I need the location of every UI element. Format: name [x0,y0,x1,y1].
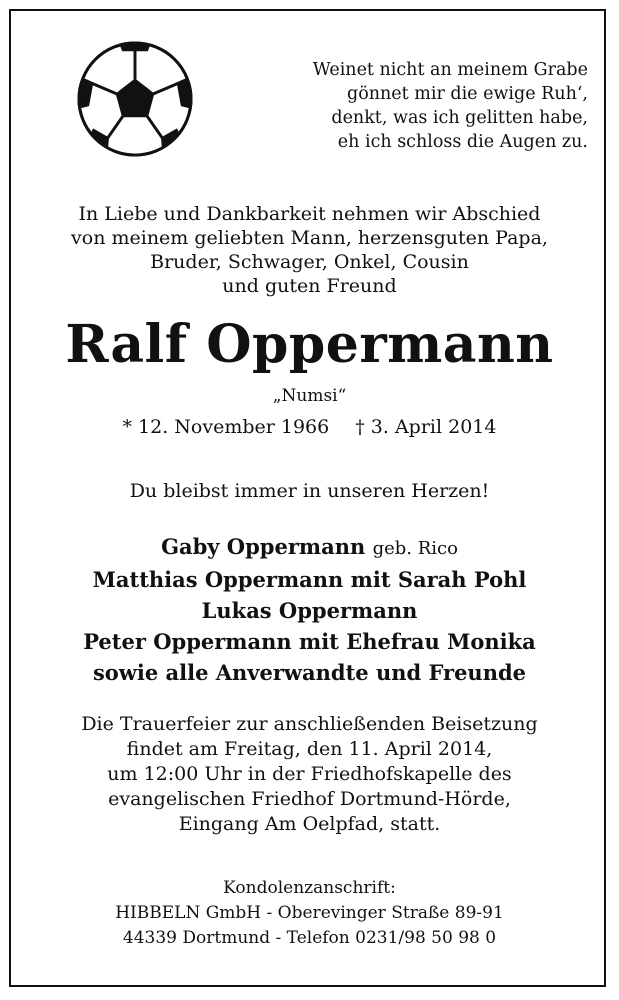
mourner-maiden-name: geb. Rico [372,538,458,559]
funeral-line: um 12:00 Uhr in der Friedhofskapelle des [107,763,512,785]
funeral-line: evangelischen Friedhof Dortmund-Hörde, [108,788,511,810]
deceased-name: Ralf Oppermann [65,314,554,375]
poem [248,58,588,154]
intro-line: Bruder, Schwager, Onkel, Cousin [150,251,469,273]
intro-line: und guten Freund [222,275,397,297]
condolence-line: HIBBELN GmbH - Oberevinger Straße 89-91 [115,903,504,923]
condolence-line: 44339 Dortmund - Telefon 0231/98 50 98 0 [122,928,497,948]
intro-text [11,202,608,298]
intro-line: In Liebe und Dankbarkeit nehmen wir Abschied [78,203,541,225]
mourner-line: Matthias Oppermann mit Sarah Pohl [92,567,527,592]
mourner-line: Lukas Oppermann [201,598,418,623]
condolence-address [11,876,608,951]
funeral-info [11,712,608,837]
poem-line: Weinet nicht an meinem Grabe [312,60,588,80]
mourner-line: Peter Oppermann mit Ehefrau Monika [83,629,536,654]
mourner-line [11,531,608,564]
motto: Du bleibst immer in unseren Herzen! [129,480,490,502]
poem-line: eh ich schloss die Augen zu. [337,132,588,152]
poem-line: denkt, was ich gelitten habe, [331,108,588,128]
deceased-nickname: „Numsi“ [272,386,347,406]
life-dates [11,414,608,440]
funeral-line: findet am Freitag, den 11. April 2014, [126,738,493,760]
birth-date: * 12. November 1966 [122,416,330,438]
mourners-list [11,531,608,688]
condolence-heading: Kondolenzanschrift: [223,878,396,898]
funeral-line: Eingang Am Oelpfad, statt. [178,813,441,835]
mourner-name: Gaby Oppermann [161,534,366,559]
poem-line: gönnet mir die ewige Ruh‘, [347,84,588,104]
intro-line: von meinem geliebten Mann, herzensguten Papa, [71,227,548,249]
funeral-line: Die Trauerfeier zur anschließenden Beisetzung [81,713,538,735]
death-date: † 3. April 2014 [355,416,497,438]
mourner-line: sowie alle Anverwandte und Freunde [92,660,527,685]
soccer-ball-icon [76,38,194,160]
